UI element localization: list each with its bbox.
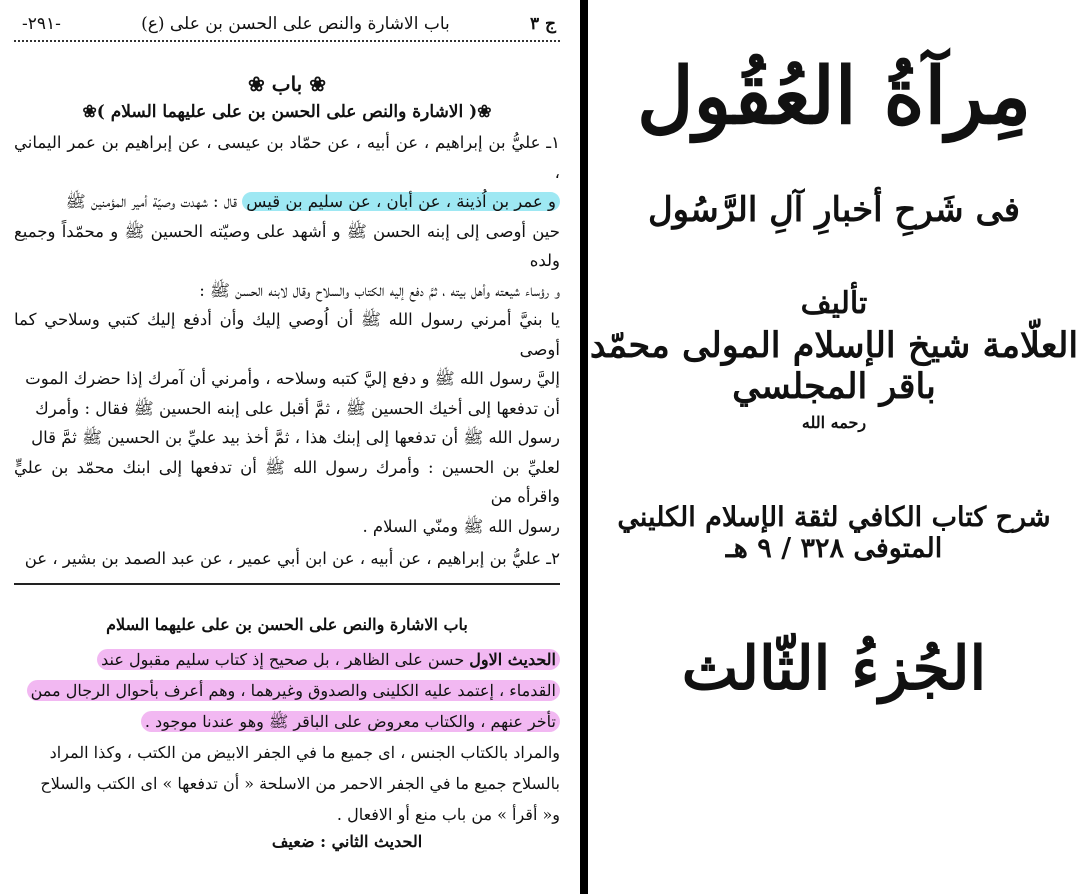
commentary-line: بالسلاح جميع ما في الجفر الاحمر من الاسلحة « أن تدفعها » اى الكتب والسلاح — [40, 774, 560, 793]
commentary-line: والمراد بالكتاب الجنس ، اى جميع ما في الجفر الابيض من الكتب ، وكذا المراد — [49, 743, 560, 762]
running-title: باب الاشارة والنص على الحسن بن على (ع) — [141, 14, 450, 34]
hadith1-line: رسول الله ﷺ ومنّي السلام . — [362, 516, 560, 536]
running-head — [14, 10, 560, 42]
hadith1-line: ١ـ عليُّ بن إبراهيم ، عن أبيه ، عن حمّاد بن عيسى ، عن إبراهيم بن عمر اليماني ، — [14, 133, 560, 182]
author-note: رحمه الله — [801, 412, 867, 432]
hadith1-line: لعليِّ بن الحسين : وأمرك رسول الله ﷺ أن تدفعها إلى ابنك محمّد بن عليٍّ واقرأه من — [14, 457, 560, 506]
page-divider — [580, 0, 588, 894]
footnote-rule — [14, 583, 560, 585]
hadith1-line: رسول الله ﷺ أن تدفعها إلى إبنك هذا ، ثمَّ أخذ بيد عليِّ بن الحسين ﷺ ثمَّ قال — [31, 428, 560, 447]
commentary-line — [14, 675, 560, 706]
book-subtitle: فى شَرحِ أخبارِ آلِ الرَّسُول — [647, 189, 1021, 230]
commentary-heading: باب الاشارة والنص على الحسن بن على عليهما السلام — [106, 615, 468, 634]
hadith1-line — [14, 187, 560, 217]
hadith-2-grade: الحديث الثاني : ضعيف — [271, 832, 423, 851]
volume-title: الجُزءُ الثّالث — [681, 633, 987, 704]
hadith-1 — [14, 128, 560, 541]
hadith1-line-rest: قال : شهدت وصيّة أمير المؤمنين ﷺ — [65, 192, 243, 211]
commentary-line — [14, 644, 560, 675]
volume-label: ج ٣ — [529, 14, 556, 34]
commentary-line: و« أقرأ » من باب منع أو الافعال . — [336, 805, 560, 824]
hadith-2-start: ٢ـ عليُّ بن إبراهيم ، عن أبيه ، عن ابن أبي عمير ، عن عبد الصمد بن بشير ، عن — [24, 549, 560, 568]
right-page — [588, 0, 1080, 894]
author-name: العلّامة شيخ الإسلام المولى محمّد باقر المجلسي — [589, 324, 1079, 407]
commentary-line — [14, 706, 560, 737]
taalif-label: تأليف — [800, 285, 868, 321]
highlight-pink: الحديث الاول حسن على الظاهر ، بل صحيح إذ كتاب سليم مقبول عند — [97, 649, 560, 670]
page-number: -٢٩١- — [22, 14, 61, 34]
book-title: مِرآةُ العُقُول — [637, 51, 1031, 142]
highlight-pink: القدماء ، إعتمد عليه الكلينى والصدوق وغيرهما ، وهم أعرف بأحوال الرجال ممن — [27, 680, 560, 701]
bab-heading: ❀ باب ❀ — [248, 72, 326, 96]
hadith-label: الحديث الاول — [469, 650, 556, 669]
hadith1-line: و رؤساء شيعته وأهل بيته ، ثمَّ دفع إليه الكتاب والسلاح وقال لابنه الحسن ﷺ : — [199, 280, 560, 300]
highlight-pink: تأخر عنهم ، والكتاب معروض على الباقر ﷺ وهو عندنا موجود . — [141, 711, 560, 732]
chapter-title: ❀( الاشارة والنص على الحسن بن على عليهما السلام )❀ — [82, 102, 492, 122]
source-line: شرح كتاب الكافي لثقة الإسلام الكليني المتوفى ٣٢٨ / ٩ هـ — [617, 501, 1051, 564]
hadith1-line: أن تدفعها إلى أخيك الحسين ﷺ ، ثمَّ أقبل على إبنه الحسين ﷺ فقال : وأمرك — [35, 398, 560, 418]
highlight-cyan: و عمر بن اُذينة ، عن أبان ، عن سليم بن قيس — [242, 192, 560, 211]
hadith1-line: حين أوصى إلى إبنه الحسن ﷺ و أشهد على وصيّته الحسين ﷺ و محمّداً وجميع ولده — [14, 221, 560, 270]
hadith1-line: يا بنيَّ أمرني رسول الله ﷺ أن اُوصي إليك وأن أدفع إليك كتبي وسلاحي كما أوصى — [14, 310, 560, 359]
commentary — [14, 644, 560, 830]
hadith1-line: إليَّ رسول الله ﷺ و دفع إليَّ كتبه وسلاحه ، وأمرني أن آمرك إذا حضرك الموت — [25, 369, 560, 388]
